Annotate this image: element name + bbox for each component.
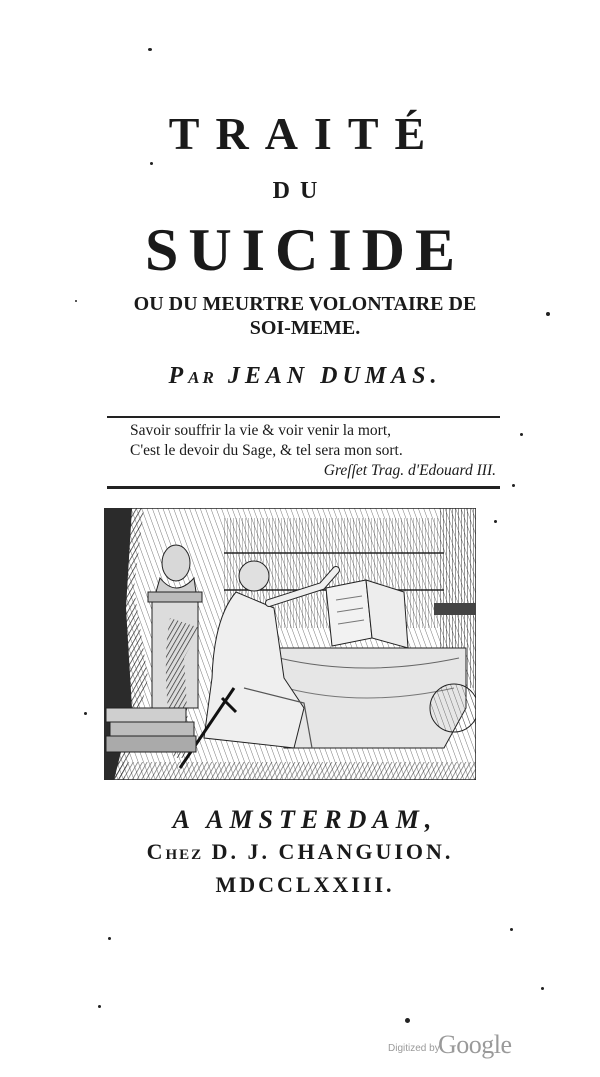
top-rule — [107, 416, 500, 418]
speck — [512, 484, 515, 487]
speck — [108, 937, 111, 940]
author-prefix-rest: AR — [188, 368, 217, 387]
printer-prefix-initial: C — [146, 839, 166, 864]
engraving-svg — [104, 508, 476, 780]
title-line-suicide: SUICIDE — [144, 217, 466, 283]
epigraph-line-1: Savoir souffrir la vie & voir venir la mort, — [130, 422, 392, 439]
printer-name: D. J. CHANGUION. — [211, 839, 454, 864]
open-book — [326, 580, 372, 646]
author-name: JEAN DUMAS. — [227, 363, 442, 389]
speck — [150, 162, 153, 165]
bust — [162, 545, 190, 581]
imprint-year: MDCCLXXIII. — [215, 872, 395, 897]
author-line — [100, 360, 510, 394]
speck — [148, 48, 152, 51]
subtitle-line-1: OU DU MEURTRE VOLONTAIRE DE — [133, 293, 477, 315]
globe — [430, 684, 476, 732]
epigraph — [130, 421, 500, 481]
speck — [405, 1018, 410, 1023]
speck — [510, 928, 513, 931]
bottom-rule — [107, 486, 500, 489]
imprint-place: A AMSTERDAM, — [172, 805, 438, 834]
google-logo: Google — [438, 1030, 512, 1059]
digitized-prefix: Digitized by — [388, 1043, 440, 1054]
epigraph-line-2: C'est le devoir du Sage, & tel sera mon sort. — [130, 442, 403, 459]
figure-head — [239, 561, 269, 591]
title-line-du: DU — [272, 178, 328, 204]
speck — [541, 987, 544, 990]
imprint-printer — [60, 837, 540, 870]
books-stack — [106, 708, 186, 722]
floor — [104, 762, 476, 780]
subtitle-line-2: SOI-MEME. — [249, 317, 361, 339]
speck — [546, 312, 550, 316]
digitized-watermark — [388, 1030, 518, 1064]
speck — [84, 712, 87, 715]
engraving-illustration — [104, 508, 476, 780]
author-prefix-initial: P — [168, 363, 189, 389]
epigraph-attribution: Greſſet Trag. d'Edouard III. — [323, 462, 496, 479]
printer-prefix-rest: HEZ — [165, 847, 204, 863]
speck — [75, 300, 77, 302]
subtitle — [100, 292, 510, 340]
speck — [520, 433, 523, 436]
speck — [494, 520, 497, 523]
speck — [98, 1005, 101, 1008]
title-line-traite: TRAITÉ — [168, 108, 442, 159]
